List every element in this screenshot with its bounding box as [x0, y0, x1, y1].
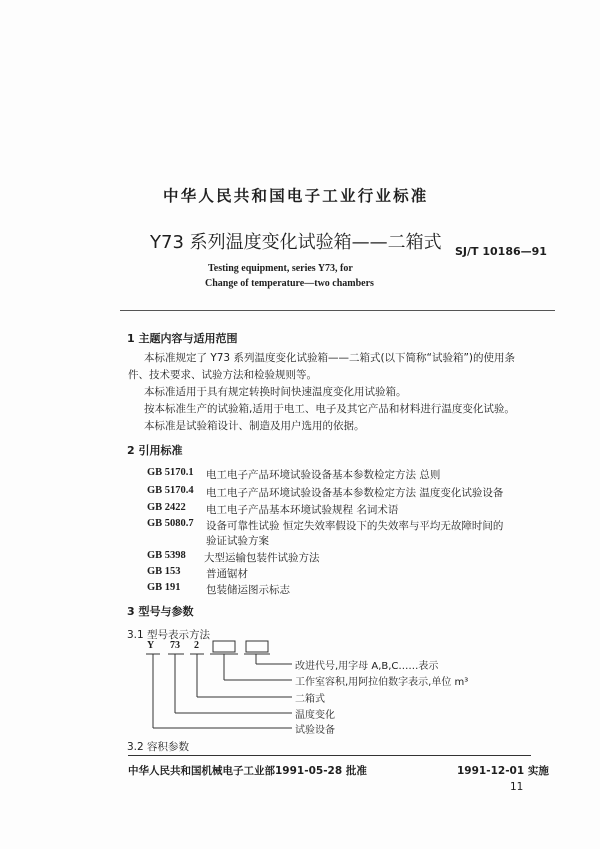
english-title-line1: Testing equipment, series Y73, for	[208, 263, 353, 274]
standard-body: 中华人民共和国电子工业行业标准	[163, 187, 429, 205]
ref-code: GB 5170.4	[147, 485, 194, 496]
section2-heading: 2 引用标准	[127, 444, 183, 457]
section1-line: 件、技术要求、试验方法和检验规则等。	[128, 369, 317, 381]
ref-title: 包装储运图示标志	[206, 584, 290, 596]
ref-title: 普通锯材	[206, 568, 248, 580]
footer-rule	[128, 755, 531, 756]
ref-title: 电工电子产品基本环境试验规程 名词术语	[206, 504, 399, 516]
label-test-equipment: 试验设备	[295, 725, 335, 736]
ref-title-cont: 验证试验方案	[206, 535, 269, 547]
ref-code: GB 2422	[147, 502, 186, 513]
document-title: Y73 系列温度变化试验箱——二箱式	[150, 232, 442, 253]
section1-line: 按本标准生产的试验箱,适用于电工、电子及其它产品和材料进行温度变化试验。	[144, 403, 515, 415]
ref-code: GB 5170.1	[147, 467, 194, 478]
model-part-2: 2	[194, 640, 199, 651]
section3-heading: 3 型号与参数	[127, 605, 194, 618]
section3-2-heading: 3.2 容积参数	[127, 741, 190, 753]
label-two-chamber: 二箱式	[295, 694, 325, 705]
section1-line: 本标准是试验箱设计、制造及用户选用的依据。	[144, 420, 365, 432]
ref-title: 大型运输包装件试验方法	[204, 552, 320, 564]
label-temperature-change: 温度变化	[295, 710, 335, 721]
approval-note: 中华人民共和国机械电子工业部1991-05-28 批准	[128, 765, 367, 777]
section1-heading: 1 主题内容与适用范围	[127, 332, 238, 345]
ref-title: 电工电子产品环境试验设备基本参数检定方法 总则	[206, 469, 441, 481]
model-part-y: Y	[147, 640, 155, 651]
ref-code: GB 153	[147, 566, 181, 577]
standard-code: SJ/T 10186—91	[455, 245, 547, 258]
label-chamber-volume: 工作室容积,用阿拉伯数字表示,单位 m³	[295, 677, 469, 688]
section3-1-heading: 3.1 型号表示方法	[127, 629, 211, 641]
ref-code: GB 191	[147, 582, 181, 593]
ref-code: GB 5398	[147, 550, 186, 561]
revision-box	[246, 641, 268, 652]
effective-date: 1991-12-01 实施	[457, 765, 549, 777]
section1-line: 本标准适用于具有规定转换时间快速温度变化用试验箱。	[144, 386, 407, 398]
ref-code: GB 5080.7	[147, 518, 194, 529]
english-title-line2: Change of temperature—two chambers	[205, 278, 374, 289]
label-revision-code: 改进代号,用字母 A,B,C……表示	[295, 661, 439, 672]
volume-box	[213, 641, 235, 652]
ref-title: 设备可靠性试验 恒定失效率假设下的失效率与平均无故障时间的	[206, 520, 504, 532]
section1-line: 本标准规定了 Y73 系列温度变化试验箱——二箱式(以下简称“试验箱”)的使用条	[144, 352, 516, 364]
ref-title: 电工电子产品环境试验设备基本参数检定方法 温度变化试验设备	[206, 487, 504, 499]
page-number: 11	[510, 781, 524, 793]
model-part-73: 73	[170, 640, 180, 651]
